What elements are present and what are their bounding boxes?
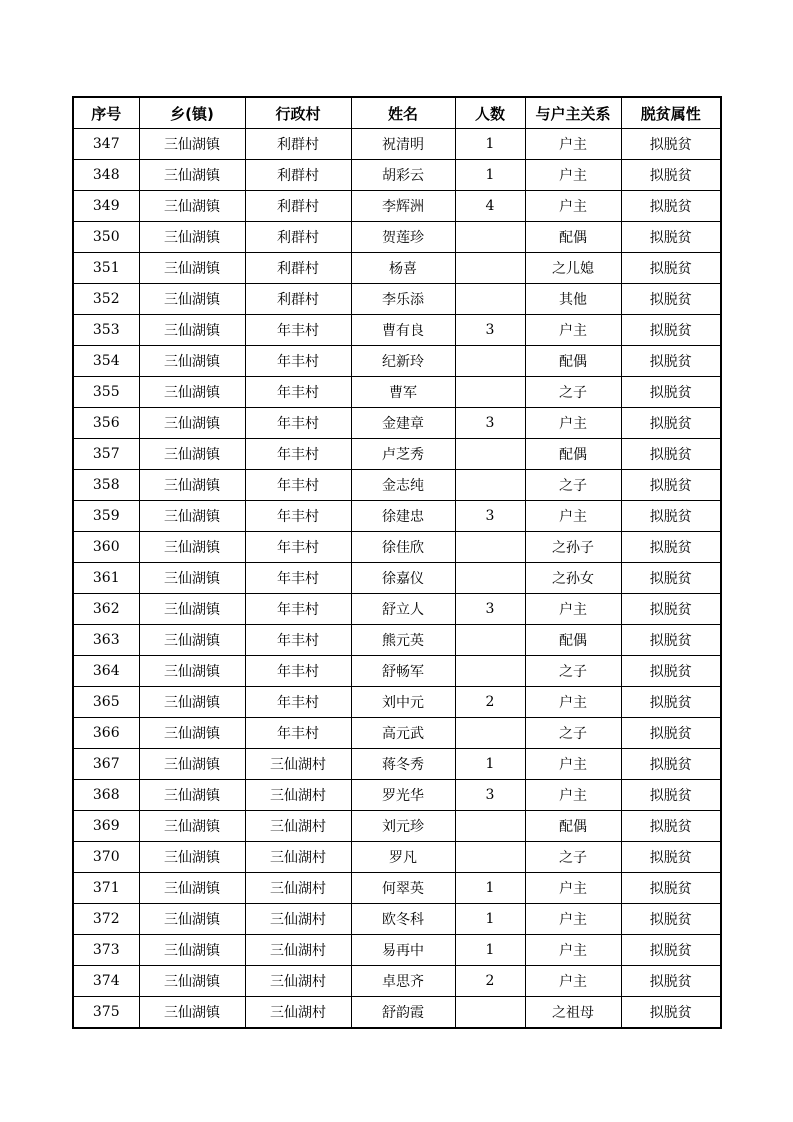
cell-poverty-status: 拟脱贫: [621, 439, 721, 470]
cell-name: 曹军: [351, 377, 455, 408]
table-row: [73, 935, 721, 966]
cell-village: 三仙湖村: [245, 842, 351, 873]
cell-village: 年丰村: [245, 377, 351, 408]
cell-name: 祝清明: [351, 129, 455, 160]
cell-township: 三仙湖镇: [139, 842, 245, 873]
cell-township: 三仙湖镇: [139, 904, 245, 935]
table-row: [73, 160, 721, 191]
cell-name: 罗凡: [351, 842, 455, 873]
cell-relation-to-head: 配偶: [525, 222, 621, 253]
cell-name: 何翠英: [351, 873, 455, 904]
table-header-row: [73, 97, 721, 129]
cell-village: 年丰村: [245, 625, 351, 656]
cell-township: 三仙湖镇: [139, 997, 245, 1029]
cell-township: 三仙湖镇: [139, 160, 245, 191]
cell-township: 三仙湖镇: [139, 408, 245, 439]
cell-relation-to-head: 之子: [525, 842, 621, 873]
cell-poverty-status: 拟脱贫: [621, 501, 721, 532]
cell-serial-number: 372: [73, 904, 139, 935]
cell-poverty-status: 拟脱贫: [621, 780, 721, 811]
cell-household-size: 2: [455, 966, 525, 997]
cell-village: 年丰村: [245, 501, 351, 532]
cell-poverty-status: 拟脱贫: [621, 687, 721, 718]
cell-relation-to-head: 户主: [525, 129, 621, 160]
cell-household-size: [455, 470, 525, 501]
cell-relation-to-head: 配偶: [525, 346, 621, 377]
cell-name: 金建章: [351, 408, 455, 439]
cell-serial-number: 358: [73, 470, 139, 501]
cell-township: 三仙湖镇: [139, 656, 245, 687]
cell-township: 三仙湖镇: [139, 346, 245, 377]
cell-serial-number: 352: [73, 284, 139, 315]
cell-relation-to-head: 之祖母: [525, 997, 621, 1029]
cell-relation-to-head: 户主: [525, 687, 621, 718]
cell-serial-number: 370: [73, 842, 139, 873]
cell-name: 杨喜: [351, 253, 455, 284]
cell-relation-to-head: 之孙子: [525, 532, 621, 563]
cell-township: 三仙湖镇: [139, 625, 245, 656]
cell-household-size: 3: [455, 594, 525, 625]
cell-household-size: [455, 656, 525, 687]
cell-relation-to-head: 户主: [525, 935, 621, 966]
cell-village: 三仙湖村: [245, 873, 351, 904]
cell-village: 年丰村: [245, 470, 351, 501]
document-page: [72, 96, 720, 1029]
cell-village: 年丰村: [245, 563, 351, 594]
header-township: 乡(镇): [139, 97, 245, 129]
cell-township: 三仙湖镇: [139, 780, 245, 811]
table-row: [73, 253, 721, 284]
table-row: [73, 966, 721, 997]
cell-township: 三仙湖镇: [139, 129, 245, 160]
cell-poverty-status: 拟脱贫: [621, 129, 721, 160]
cell-relation-to-head: 户主: [525, 191, 621, 222]
cell-township: 三仙湖镇: [139, 377, 245, 408]
table-row: [73, 811, 721, 842]
cell-township: 三仙湖镇: [139, 253, 245, 284]
cell-household-size: 1: [455, 935, 525, 966]
cell-serial-number: 366: [73, 718, 139, 749]
cell-household-size: [455, 253, 525, 284]
cell-household-size: 1: [455, 160, 525, 191]
cell-village: 年丰村: [245, 408, 351, 439]
cell-household-size: 4: [455, 191, 525, 222]
cell-relation-to-head: 户主: [525, 749, 621, 780]
cell-poverty-status: 拟脱贫: [621, 625, 721, 656]
cell-name: 胡彩云: [351, 160, 455, 191]
cell-poverty-status: 拟脱贫: [621, 594, 721, 625]
cell-household-size: [455, 625, 525, 656]
cell-household-size: [455, 377, 525, 408]
cell-village: 利群村: [245, 253, 351, 284]
header-poverty-status: 脱贫属性: [621, 97, 721, 129]
table-row: [73, 129, 721, 160]
cell-poverty-status: 拟脱贫: [621, 253, 721, 284]
cell-serial-number: 354: [73, 346, 139, 377]
cell-serial-number: 350: [73, 222, 139, 253]
cell-poverty-status: 拟脱贫: [621, 377, 721, 408]
cell-serial-number: 349: [73, 191, 139, 222]
table-row: [73, 501, 721, 532]
cell-serial-number: 357: [73, 439, 139, 470]
cell-serial-number: 362: [73, 594, 139, 625]
cell-relation-to-head: 之子: [525, 718, 621, 749]
table-row: [73, 377, 721, 408]
cell-name: 贺莲珍: [351, 222, 455, 253]
cell-township: 三仙湖镇: [139, 935, 245, 966]
table-row: [73, 687, 721, 718]
cell-poverty-status: 拟脱贫: [621, 160, 721, 191]
cell-household-size: [455, 346, 525, 377]
cell-village: 年丰村: [245, 594, 351, 625]
cell-relation-to-head: 户主: [525, 966, 621, 997]
cell-poverty-status: 拟脱贫: [621, 811, 721, 842]
cell-village: 年丰村: [245, 315, 351, 346]
table-row: [73, 625, 721, 656]
cell-relation-to-head: 户主: [525, 315, 621, 346]
cell-township: 三仙湖镇: [139, 439, 245, 470]
table-row: [73, 222, 721, 253]
cell-poverty-status: 拟脱贫: [621, 966, 721, 997]
cell-township: 三仙湖镇: [139, 594, 245, 625]
cell-relation-to-head: 户主: [525, 408, 621, 439]
cell-village: 三仙湖村: [245, 966, 351, 997]
header-household-size: 人数: [455, 97, 525, 129]
cell-name: 高元武: [351, 718, 455, 749]
cell-poverty-status: 拟脱贫: [621, 470, 721, 501]
cell-village: 年丰村: [245, 718, 351, 749]
table-row: [73, 656, 721, 687]
table-row: [73, 346, 721, 377]
cell-household-size: [455, 718, 525, 749]
cell-township: 三仙湖镇: [139, 966, 245, 997]
cell-village: 三仙湖村: [245, 749, 351, 780]
cell-township: 三仙湖镇: [139, 687, 245, 718]
cell-relation-to-head: 之子: [525, 656, 621, 687]
cell-relation-to-head: 户主: [525, 780, 621, 811]
cell-serial-number: 359: [73, 501, 139, 532]
cell-village: 三仙湖村: [245, 904, 351, 935]
table-row: [73, 904, 721, 935]
cell-village: 三仙湖村: [245, 811, 351, 842]
cell-name: 李辉洲: [351, 191, 455, 222]
cell-serial-number: 347: [73, 129, 139, 160]
cell-name: 曹有良: [351, 315, 455, 346]
cell-household-size: 1: [455, 129, 525, 160]
cell-village: 年丰村: [245, 532, 351, 563]
cell-poverty-status: 拟脱贫: [621, 718, 721, 749]
cell-relation-to-head: 配偶: [525, 811, 621, 842]
cell-township: 三仙湖镇: [139, 718, 245, 749]
cell-household-size: [455, 811, 525, 842]
cell-name: 徐嘉仪: [351, 563, 455, 594]
cell-village: 利群村: [245, 222, 351, 253]
cell-relation-to-head: 之子: [525, 377, 621, 408]
cell-village: 利群村: [245, 129, 351, 160]
table-row: [73, 470, 721, 501]
cell-name: 徐佳欣: [351, 532, 455, 563]
cell-household-size: [455, 997, 525, 1029]
cell-name: 舒立人: [351, 594, 455, 625]
cell-township: 三仙湖镇: [139, 470, 245, 501]
cell-name: 纪新玲: [351, 346, 455, 377]
table-row: [73, 408, 721, 439]
cell-household-size: 2: [455, 687, 525, 718]
cell-village: 三仙湖村: [245, 780, 351, 811]
cell-name: 刘元珍: [351, 811, 455, 842]
cell-serial-number: 369: [73, 811, 139, 842]
cell-household-size: 3: [455, 780, 525, 811]
cell-poverty-status: 拟脱贫: [621, 284, 721, 315]
cell-poverty-status: 拟脱贫: [621, 222, 721, 253]
cell-serial-number: 375: [73, 997, 139, 1029]
table-row: [73, 563, 721, 594]
cell-relation-to-head: 户主: [525, 160, 621, 191]
cell-relation-to-head: 其他: [525, 284, 621, 315]
cell-poverty-status: 拟脱贫: [621, 935, 721, 966]
cell-poverty-status: 拟脱贫: [621, 408, 721, 439]
cell-relation-to-head: 户主: [525, 501, 621, 532]
cell-village: 年丰村: [245, 346, 351, 377]
cell-poverty-status: 拟脱贫: [621, 191, 721, 222]
cell-serial-number: 367: [73, 749, 139, 780]
table-body: [73, 129, 721, 1029]
poverty-list-table: [72, 96, 722, 1029]
cell-name: 熊元英: [351, 625, 455, 656]
cell-village: 年丰村: [245, 687, 351, 718]
cell-household-size: [455, 842, 525, 873]
cell-household-size: 3: [455, 315, 525, 346]
table-row: [73, 718, 721, 749]
table-row: [73, 594, 721, 625]
cell-name: 舒畅军: [351, 656, 455, 687]
cell-village: 利群村: [245, 284, 351, 315]
cell-poverty-status: 拟脱贫: [621, 873, 721, 904]
cell-serial-number: 368: [73, 780, 139, 811]
cell-poverty-status: 拟脱贫: [621, 842, 721, 873]
cell-household-size: 1: [455, 873, 525, 904]
cell-name: 金志纯: [351, 470, 455, 501]
cell-household-size: [455, 284, 525, 315]
cell-household-size: 1: [455, 904, 525, 935]
cell-serial-number: 374: [73, 966, 139, 997]
cell-township: 三仙湖镇: [139, 563, 245, 594]
cell-township: 三仙湖镇: [139, 501, 245, 532]
cell-relation-to-head: 户主: [525, 873, 621, 904]
cell-name: 罗光华: [351, 780, 455, 811]
table-row: [73, 315, 721, 346]
cell-name: 蒋冬秀: [351, 749, 455, 780]
table-row: [73, 842, 721, 873]
cell-township: 三仙湖镇: [139, 749, 245, 780]
cell-township: 三仙湖镇: [139, 811, 245, 842]
cell-household-size: [455, 222, 525, 253]
cell-household-size: [455, 439, 525, 470]
cell-serial-number: 365: [73, 687, 139, 718]
cell-serial-number: 373: [73, 935, 139, 966]
cell-serial-number: 351: [73, 253, 139, 284]
cell-household-size: 1: [455, 749, 525, 780]
cell-township: 三仙湖镇: [139, 532, 245, 563]
cell-poverty-status: 拟脱贫: [621, 346, 721, 377]
cell-serial-number: 356: [73, 408, 139, 439]
cell-relation-to-head: 配偶: [525, 439, 621, 470]
cell-household-size: [455, 563, 525, 594]
cell-serial-number: 361: [73, 563, 139, 594]
table-row: [73, 439, 721, 470]
cell-poverty-status: 拟脱贫: [621, 904, 721, 935]
cell-name: 卢芝秀: [351, 439, 455, 470]
header-village: 行政村: [245, 97, 351, 129]
cell-village: 三仙湖村: [245, 935, 351, 966]
cell-village: 三仙湖村: [245, 997, 351, 1029]
header-name: 姓名: [351, 97, 455, 129]
cell-serial-number: 348: [73, 160, 139, 191]
table-row: [73, 191, 721, 222]
cell-relation-to-head: 配偶: [525, 625, 621, 656]
cell-name: 徐建忠: [351, 501, 455, 532]
cell-serial-number: 363: [73, 625, 139, 656]
cell-township: 三仙湖镇: [139, 191, 245, 222]
cell-poverty-status: 拟脱贫: [621, 563, 721, 594]
cell-name: 李乐添: [351, 284, 455, 315]
cell-name: 欧冬科: [351, 904, 455, 935]
cell-poverty-status: 拟脱贫: [621, 532, 721, 563]
cell-village: 年丰村: [245, 439, 351, 470]
cell-relation-to-head: 户主: [525, 904, 621, 935]
cell-village: 年丰村: [245, 656, 351, 687]
cell-serial-number: 353: [73, 315, 139, 346]
cell-name: 刘中元: [351, 687, 455, 718]
table-row: [73, 997, 721, 1029]
cell-relation-to-head: 之儿媳: [525, 253, 621, 284]
table-row: [73, 532, 721, 563]
cell-name: 卓思齐: [351, 966, 455, 997]
cell-relation-to-head: 户主: [525, 594, 621, 625]
cell-serial-number: 371: [73, 873, 139, 904]
cell-township: 三仙湖镇: [139, 284, 245, 315]
cell-serial-number: 360: [73, 532, 139, 563]
cell-household-size: 3: [455, 501, 525, 532]
cell-household-size: [455, 532, 525, 563]
cell-poverty-status: 拟脱贫: [621, 656, 721, 687]
cell-household-size: 3: [455, 408, 525, 439]
cell-poverty-status: 拟脱贫: [621, 749, 721, 780]
cell-village: 利群村: [245, 191, 351, 222]
cell-poverty-status: 拟脱贫: [621, 997, 721, 1029]
header-serial-number: 序号: [73, 97, 139, 129]
cell-relation-to-head: 之子: [525, 470, 621, 501]
cell-poverty-status: 拟脱贫: [621, 315, 721, 346]
cell-relation-to-head: 之孙女: [525, 563, 621, 594]
cell-township: 三仙湖镇: [139, 315, 245, 346]
cell-township: 三仙湖镇: [139, 222, 245, 253]
cell-name: 易再中: [351, 935, 455, 966]
cell-township: 三仙湖镇: [139, 873, 245, 904]
cell-serial-number: 364: [73, 656, 139, 687]
cell-serial-number: 355: [73, 377, 139, 408]
table-row: [73, 873, 721, 904]
table-row: [73, 780, 721, 811]
cell-village: 利群村: [245, 160, 351, 191]
cell-name: 舒韵霞: [351, 997, 455, 1029]
table-row: [73, 284, 721, 315]
header-relation-to-head: 与户主关系: [525, 97, 621, 129]
table-row: [73, 749, 721, 780]
